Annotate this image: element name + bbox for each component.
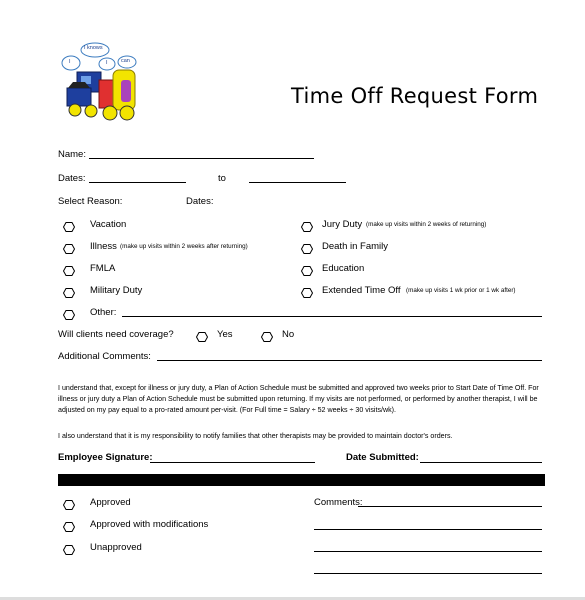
name-label: Name: xyxy=(58,149,86,160)
comments-line-2[interactable] xyxy=(314,529,542,530)
illness-checkbox[interactable] xyxy=(63,244,75,254)
date-submitted-field[interactable] xyxy=(420,462,542,463)
additional-comments-field[interactable] xyxy=(157,360,542,361)
employee-signature-field[interactable] xyxy=(150,462,315,463)
approval-modifications-label: Approved with modifications xyxy=(90,519,209,530)
reason-illness-note: (make up visits within 2 weeks after returning) xyxy=(120,243,248,250)
additional-comments-label: Additional Comments: xyxy=(58,351,151,362)
comments-label: Comments: xyxy=(314,497,363,508)
approval-approved-label: Approved xyxy=(90,497,131,508)
military-duty-checkbox[interactable] xyxy=(63,288,75,298)
date-submitted-label: Date Submitted: xyxy=(346,452,419,463)
reason-jury-note: (make up visits within 2 weeks of returning) xyxy=(366,221,487,228)
logo-bubble-1: I knows xyxy=(84,45,103,51)
comments-line-1[interactable] xyxy=(358,506,542,507)
other-checkbox[interactable] xyxy=(63,310,75,320)
comments-line-3[interactable] xyxy=(314,551,542,552)
dates-label: Dates: xyxy=(58,173,86,184)
reason-fmla-label: FMLA xyxy=(90,263,116,274)
policy-paragraph-1: I understand that, except for illness or jury duty, a Plan of Action Schedule must be submitted and approved two weeks prior to Start Date of Time Off. For illness or jury duty a Plan of Action Schedule must be submitted upon returning. If my visits are not performed, or performed by another therapist, I will be adjusted on my pay equal to a pro-rated amount per-visit. (For Full time = Salary ÷ 52 weeks ÷ 30 visits/wk). xyxy=(58,384,539,414)
coverage-yes-label: Yes xyxy=(217,329,233,340)
train-logo xyxy=(55,40,145,125)
coverage-no-label: No xyxy=(282,329,295,340)
jury-duty-checkbox[interactable] xyxy=(301,222,313,232)
reason-dates-label: Dates: xyxy=(186,196,214,207)
select-reason-label: Select Reason: xyxy=(58,196,123,207)
coverage-yes-checkbox[interactable] xyxy=(196,332,208,342)
reason-death-label: Death in Family xyxy=(322,241,388,252)
extended-time-off-checkbox[interactable] xyxy=(301,288,313,298)
coverage-no-checkbox[interactable] xyxy=(261,332,273,342)
reason-vacation-label: Vacation xyxy=(90,219,127,230)
employee-signature-label: Employee Signature: xyxy=(58,452,153,463)
logo-bubble-4: I xyxy=(106,60,108,66)
reason-extended-label: Extended Time Off xyxy=(322,285,401,296)
reason-military-label: Military Duty xyxy=(90,285,143,296)
form-title: Time Off Request Form xyxy=(291,84,539,108)
logo-bubble-3: can xyxy=(121,58,130,64)
reason-jury-label: Jury Duty xyxy=(322,219,363,230)
reason-education-label: Education xyxy=(322,263,365,274)
coverage-question: Will clients need coverage? xyxy=(58,329,174,340)
education-checkbox[interactable] xyxy=(301,266,313,276)
reason-other-label: Other: xyxy=(90,307,117,318)
death-in-family-checkbox[interactable] xyxy=(301,244,313,254)
approved-checkbox[interactable] xyxy=(63,500,75,510)
other-reason-field[interactable] xyxy=(122,316,542,317)
comments-line-4[interactable] xyxy=(314,573,542,574)
section-divider-bar xyxy=(58,474,545,486)
policy-paragraph-2: I also understand that it is my responsibility to notify families that other therapists may be provided to maintain doctor's orders. xyxy=(58,432,453,440)
logo-bubble-2: I xyxy=(69,59,71,65)
name-field[interactable] xyxy=(89,158,314,159)
vacation-checkbox[interactable] xyxy=(63,222,75,232)
approved-with-modifications-checkbox[interactable] xyxy=(63,522,75,532)
reason-extended-note: (make up visits 1 wk prior or 1 wk after) xyxy=(406,287,516,294)
fmla-checkbox[interactable] xyxy=(63,266,75,276)
reason-illness-label: Illness xyxy=(90,241,117,252)
approval-unapproved-label: Unapproved xyxy=(90,542,142,553)
start-date-field[interactable] xyxy=(89,182,186,183)
end-date-field[interactable] xyxy=(249,182,346,183)
unapproved-checkbox[interactable] xyxy=(63,545,75,555)
to-label: to xyxy=(218,173,226,184)
